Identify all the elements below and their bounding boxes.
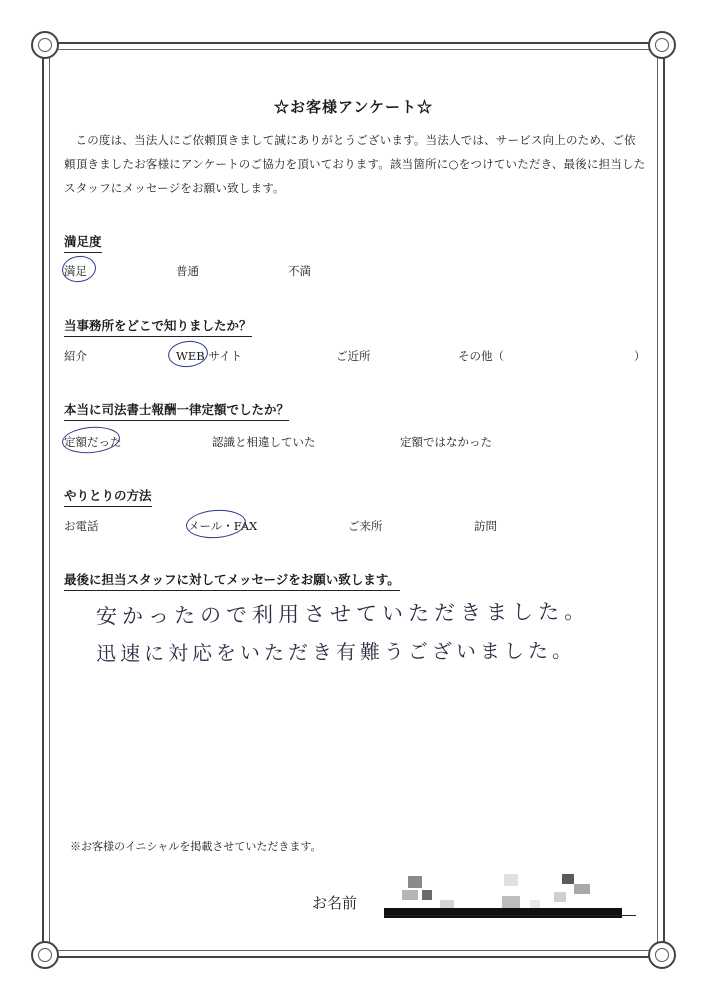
message-heading: 最後に担当スタッフに対してメッセージをお願い致します。 bbox=[64, 570, 400, 591]
option-phone[interactable]: お電話 bbox=[64, 519, 99, 533]
redacted-name-block bbox=[384, 870, 636, 918]
corner-ornament-icon bbox=[648, 941, 676, 969]
handwritten-message-line: 安かったので利用させていただきました。 bbox=[95, 599, 591, 629]
initials-note: ※お客様のイニシャルを掲載させていただきます。 bbox=[70, 840, 322, 853]
option-not-fixed[interactable]: 定額ではなかった bbox=[400, 435, 492, 449]
option-website[interactable]: WEB サイト bbox=[176, 349, 243, 363]
option-fixed-fee[interactable]: 定額だった bbox=[64, 435, 122, 449]
option-referral[interactable]: 紹介 bbox=[64, 349, 87, 363]
corner-ornament-icon bbox=[31, 31, 59, 59]
handwritten-message-line: 迅速に対応をいただき有難うございました。 bbox=[95, 638, 577, 666]
option-other-close: ） bbox=[634, 349, 646, 363]
fixed-fee-heading: 本当に司法書士報酬一律定額でしたか？ bbox=[64, 400, 289, 421]
source-heading: 当事務所をどこで知りましたか？ bbox=[64, 316, 252, 337]
name-label: お名前 bbox=[312, 894, 358, 912]
option-visit-office[interactable]: ご来所 bbox=[348, 519, 383, 533]
option-other[interactable]: その他（ bbox=[458, 349, 504, 363]
contact-method-heading: やりとりの方法 bbox=[64, 486, 152, 507]
option-unsatisfied[interactable]: 不満 bbox=[288, 264, 311, 278]
intro-paragraph: この度は、当法人にご依頼頂きまして誠にありがとうございます。当法人では、サービス向上のため、ご依頼頂きましたお客様にアンケートのご協力を頂いております。該当箇所に○をつけていただき、最後に担当したスタッフにメッセージをお願い致します。 bbox=[64, 133, 646, 195]
satisfaction-heading: 満足度 bbox=[64, 232, 102, 253]
survey-title: ☆お客様アンケート☆ bbox=[273, 98, 434, 116]
option-neighborhood[interactable]: ご近所 bbox=[336, 349, 371, 363]
name-signature-line bbox=[384, 915, 636, 916]
option-mail-fax[interactable]: メール・FAX bbox=[188, 519, 258, 533]
corner-ornament-icon bbox=[31, 941, 59, 969]
option-satisfied[interactable]: 満足 bbox=[64, 264, 87, 278]
option-normal[interactable]: 普通 bbox=[176, 264, 199, 278]
corner-ornament-icon bbox=[648, 31, 676, 59]
option-differed[interactable]: 認識と相違していた bbox=[212, 435, 316, 449]
option-home-visit[interactable]: 訪問 bbox=[474, 519, 497, 533]
